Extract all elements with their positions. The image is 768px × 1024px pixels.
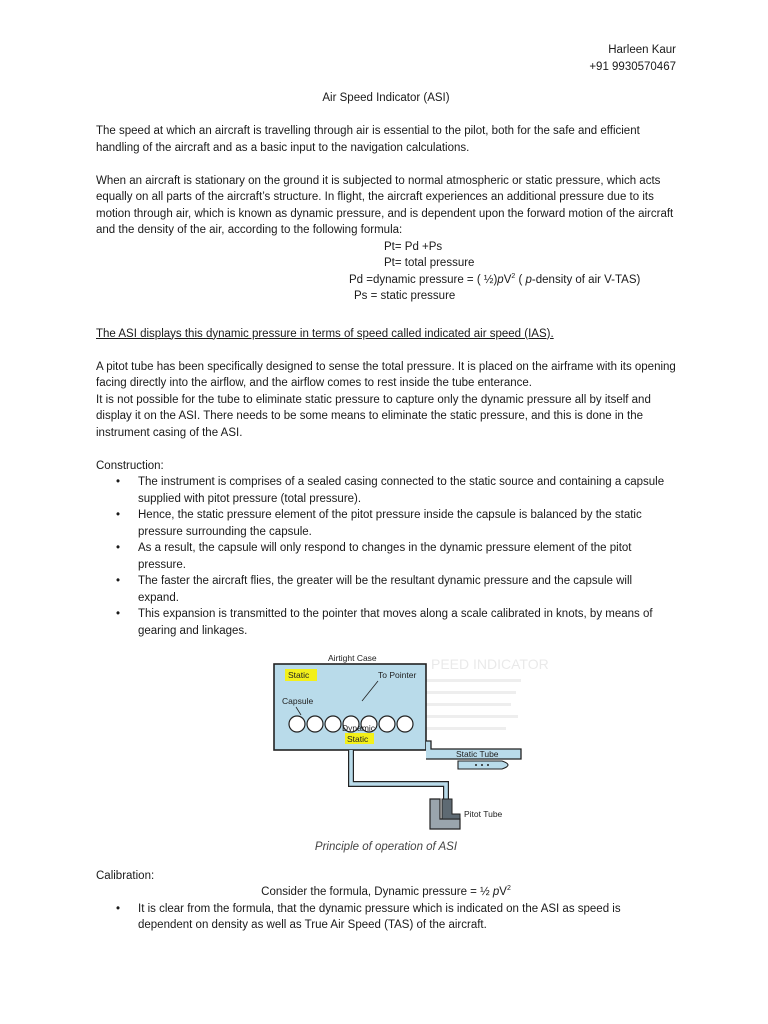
paragraph-static-pressure: When an aircraft is stationary on the ground it is subjected to normal atmospheric or static pressure, which acts equally on all parts of the aircraft’s structure. In flight, the aircraft experiences an additional pressure due to its motion through air, which is known as dynamic pressure, and is dependent upon the forward motion of the aircraft and the density of the air, according to the following formula: [96,174,674,236]
ias-statement: The ASI displays this dynamic pressure in terms of speed called indicated air speed (IAS). [96,327,554,340]
construction-heading: Construction: [96,459,164,472]
list-item: • It is clear from the formula, that the dynamic pressure which is indicated on the ASI as speed is dependent on density as well as True Air Speed (TAS) of the aircraft. [96,901,676,934]
formula-line-4: Ps = static pressure [354,290,456,302]
calibration-list [96,901,676,934]
asi-diagram [96,649,676,839]
author-name: Harleen Kaur [608,44,676,56]
list-item: • As a result, the capsule will only respond to changes in the dynamic pressure element of the pitot pressure. [96,540,676,573]
paragraph-static-elimination: It is not possible for the tube to eliminate static pressure to capture only the dynamic pressure all by itself and display it on the ASI. There needs to be some means to eliminate the static pressure, and this is done in the instrument casing of the ASI. [96,393,651,439]
author-block [96,42,676,75]
label-airtight-case: Airtight Case [328,653,377,663]
label-static: Static [288,670,310,680]
pressure-formula [96,239,676,322]
list-item: • Hence, the static pressure element of the pitot pressure inside the capsule is balanced by the static pressure surrounding the capsule. [96,507,676,540]
calibration-heading: Calibration: [96,869,155,882]
document-title: Air Speed Indicator (ASI) [322,92,450,104]
label-pitot-tube: Pitot Tube [464,809,503,819]
list-item: • The faster the aircraft flies, the greater will be the resultant dynamic pressure and the capsule will expand. [96,573,676,606]
asi-diagram-figure [96,649,676,839]
label-static-tube: Static Tube [456,749,499,759]
svg-text:PEED INDICATOR: PEED INDICATOR [431,656,549,672]
author-phone: +91 9930570467 [589,60,676,73]
label-capsule: Capsule [282,696,314,706]
label-dynamic: Dynamic [342,723,376,733]
paragraph-intro: The speed at which an aircraft is travelling through air is essential to the pilot, both for the safe and efficient handling of the aircraft and as a basic input to the navigation calculations. [96,125,640,154]
label-to-pointer: To Pointer [378,670,417,680]
formula-line-3: Pd =dynamic pressure = ( $\frac{1}{2})pV^2$ ( p-density of air V-TAS) [349,272,641,286]
paragraph-pitot-tube: A pitot tube has been specifically designed to sense the total pressure. It is placed on the airframe with its opening facing directly into the airflow, and the airflow comes to rest inside the tube enterance. [96,360,676,389]
label-static-inner: Static [347,734,369,744]
figure-caption: Principle of operation of ASI [314,841,458,853]
formula-line-1: Pt= Pd +Ps [384,240,443,253]
document-page [96,42,676,934]
list-item: • The instrument is comprises of a sealed casing connected to the static source and containing a capsule supplied with pitot pressure (total pressure). [96,474,676,507]
list-item: • This expansion is transmitted to the pointer that moves along a scale calibrated in knots, by means of gearing and linkages. [96,606,676,639]
construction-list [96,474,676,639]
calibration-formula: Consider the formula, Dynamic pressure = ½ $pV^2$ [261,885,511,898]
formula-line-2: Pt= total pressure [384,257,475,269]
